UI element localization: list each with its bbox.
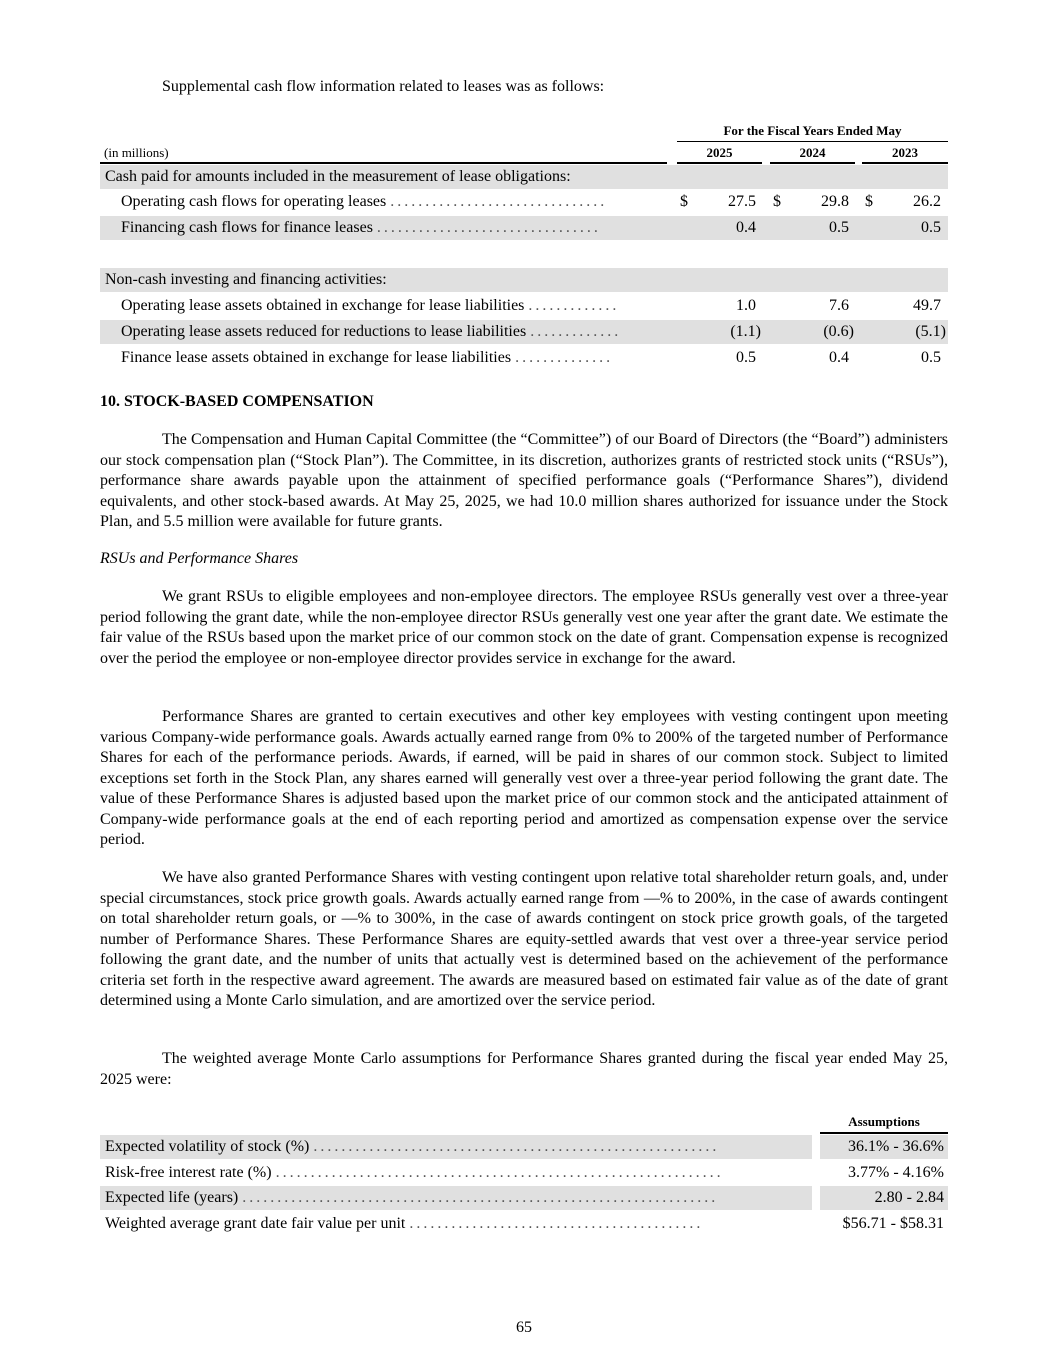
table-row: Risk-free interest rate (%) ................................................................ 3.77% - 4.16% xyxy=(105,1164,944,1181)
col-rule-2023 xyxy=(862,162,948,164)
value-2023: 0.5 xyxy=(921,219,941,236)
assumptions-header: Assumptions xyxy=(820,1114,948,1134)
currency-symbol: $ xyxy=(680,193,688,210)
value-2024: 0.4 xyxy=(829,349,849,366)
row-value: 2.80 - 2.84 xyxy=(874,1189,944,1206)
value-2025: (1.1) xyxy=(730,323,761,340)
row-value: 36.1% - 36.6% xyxy=(848,1138,944,1155)
row-label: Operating lease assets obtained in exchange for lease liabilities xyxy=(121,297,525,314)
currency-symbol: $ xyxy=(773,193,781,210)
paragraph-committee: The Compensation and Human Capital Committee (the “Committee”) of our Board of Directors (the “Board”) administers our stock compensation plan (“Stock Plan”). The Committee, in its discretion, authorizes grants of restricted stock units (“RSUs”), performance share awards payable upon the attainment of specified performance goals (“Performance Shares”), dividend equivalents, and other stock-based awards. At May 25, 2025, we had 10.0 million shares authorized for issuance under the Stock Plan, and 5.5 million were available for future grants. xyxy=(100,431,948,530)
value-2024: (0.6) xyxy=(823,323,854,340)
table-row: Financing cash flows for finance leases ................................ 0.4 0.5 0.5 xyxy=(100,216,948,240)
value-2023: 0.5 xyxy=(921,349,941,366)
col-rule-2024 xyxy=(770,162,855,164)
row-label: Financing cash flows for finance leases xyxy=(121,219,373,236)
page-number: 65 xyxy=(516,1319,532,1336)
lease-table-units: (in millions) xyxy=(104,145,169,160)
currency-symbol: $ xyxy=(865,193,873,210)
table-row: Operating lease assets obtained in exchange for lease liabilities ............. 1.0 7.6 49.7 xyxy=(121,297,941,314)
row-label: Risk-free interest rate (%) xyxy=(105,1164,272,1181)
row-label: Operating cash flows for operating leases xyxy=(121,193,387,210)
section-label: Cash paid for amounts included in the measurement of lease obligations: xyxy=(105,168,571,185)
lease-table-group-header: For the Fiscal Years Ended May xyxy=(677,123,948,142)
value-2025: 0.5 xyxy=(736,349,756,366)
value-2025: 0.4 xyxy=(736,219,756,236)
value-2025: 27.5 xyxy=(728,193,756,210)
table-row: Expected volatility of stock (%) .......................................................... 36.1% - 36.6% xyxy=(100,1135,948,1159)
paragraph-rsus: We grant RSUs to eligible employees and non-employee directors. The employee RSUs generally vest over a three-year period following the grant date, while the non-employee director RSUs generally vest one year after the grant date. We estimate the fair value of the RSUs based upon the market price of our common stock on the date of grant. Compensation expense is recognized over the period the employee or non-employee director provides service in exchange for the award. xyxy=(100,588,948,667)
table-row: Operating lease assets reduced for reductions to lease liabilities ............. (1.1) (0.6) (5.1) xyxy=(100,320,948,344)
table-row: Expected life (years) .................................................................... 2.80 - 2.84 xyxy=(100,1186,948,1210)
row-label: Finance lease assets obtained in exchange for lease liabilities xyxy=(121,349,512,366)
row-label: Expected volatility of stock (%) xyxy=(105,1138,310,1155)
col-rule-2025 xyxy=(677,162,762,164)
col-header-2025: 2025 xyxy=(706,145,733,160)
lease-section-header-cash-paid xyxy=(100,165,948,189)
col-header-2024: 2024 xyxy=(799,145,826,160)
value-2023: 26.2 xyxy=(913,193,941,210)
value-2024: 29.8 xyxy=(821,193,849,210)
table-row: Operating cash flows for operating leases ............................... $ 27.5 $ 29.8 $ 26.2 xyxy=(121,193,941,210)
paragraph-tsr-performance-shares: We have also granted Performance Shares with vesting contingent upon relative total shareholder return goals, and, under special circumstances, stock price growth goals. Awards actually earned range from —% to 200%, in the case of awards contingent on total shareholder return goals, or —% to 300%, in the case of awards contingent on stock price growth goals, of the targeted number of Performance Shares. These Performance Shares are equity-settled awards that vest over a three-year service period following the grant date, and the number of units that actually vest is determined based on the achievement of the performance criteria set forth in the respective award agreement. The awards are measured based on estimated fair value as of the date of grant determined using a Monte Carlo simulation, and are amortized over the service period. xyxy=(100,869,948,1009)
value-2024: 0.5 xyxy=(829,219,849,236)
paragraph-monte-carlo: The weighted average Monte Carlo assumptions for Performance Shares granted during the fiscal year ended May 25, 2025 were: xyxy=(100,1050,948,1088)
section-title: 10. STOCK-BASED COMPENSATION xyxy=(100,393,374,410)
lease-section-header-non-cash xyxy=(100,268,948,292)
row-label: Operating lease assets reduced for reductions to lease liabilities xyxy=(121,323,527,340)
value-2023: 49.7 xyxy=(913,297,941,314)
lease-intro-text: Supplemental cash flow information related to leases was as follows: xyxy=(162,78,605,95)
row-label: Weighted average grant date fair value per unit xyxy=(105,1215,406,1232)
section-label: Non-cash investing and financing activities: xyxy=(105,271,387,288)
paragraph-performance-shares: Performance Shares are granted to certain executives and other key employees with vesting contingent upon meeting various Company-wide performance goals. Awards actually earned range from 0% to 200% of the targeted number of Performance Shares for each of the performance periods. Awards, if earned, will be paid in shares of our common stock. Subject to limited exceptions set forth in the Stock Plan, any shares earned will generally vest over a three-year period following the grant date. The value of these Performance Shares is adjusted based upon the market price of our common stock and the anticipated attainment of Company-wide performance goals at the end of each reporting period and amortized as compensation expense over the service period. xyxy=(100,708,948,848)
table-row: Weighted average grant date fair value per unit .......................................... $56.71 - $58.31 xyxy=(105,1215,944,1232)
value-2024: 7.6 xyxy=(829,297,849,314)
subheading-rsus: RSUs and Performance Shares xyxy=(100,550,299,567)
row-value: 3.77% - 4.16% xyxy=(848,1164,944,1181)
col-header-2023: 2023 xyxy=(892,145,918,160)
value-2025: 1.0 xyxy=(736,297,756,314)
units-rule xyxy=(100,162,667,164)
value-2023: (5.1) xyxy=(915,323,946,340)
table-row: Finance lease assets obtained in exchange for lease liabilities .............. 0.5 0.4 0.5 xyxy=(121,349,941,366)
row-value: $56.71 - $58.31 xyxy=(842,1215,944,1232)
row-label: Expected life (years) xyxy=(105,1189,239,1206)
